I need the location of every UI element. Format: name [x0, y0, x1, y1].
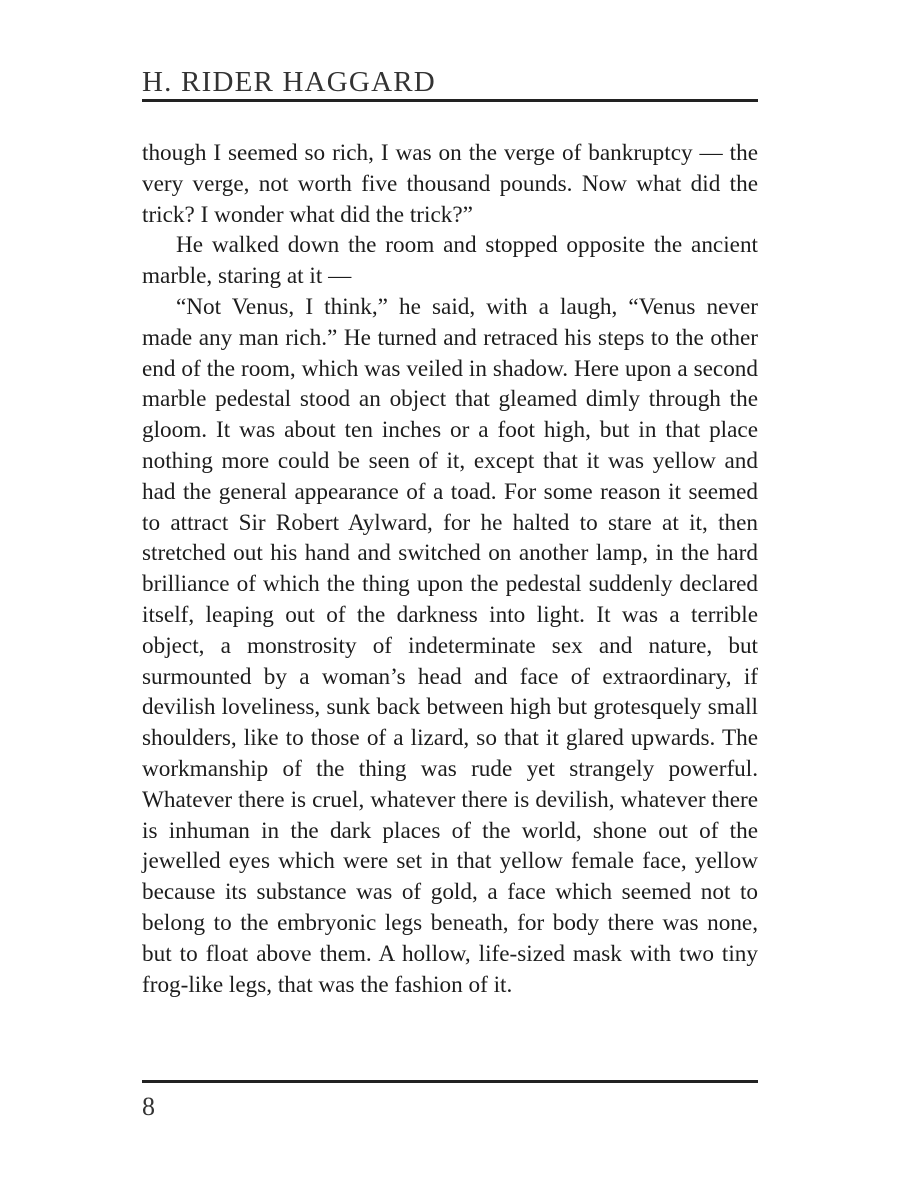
book-page — [142, 0, 758, 1200]
footer-rule — [142, 1080, 758, 1083]
page-number: 8 — [142, 1092, 155, 1121]
header-rule — [142, 99, 758, 102]
paragraph: “Not Venus, I think,” he said, with a laugh, “Venus never made any man rich.” He turned and retraced his steps to the other end of the room, which was veiled in shadow. Here upon a second marble pedestal stood an object that gleamed dimly through the gloom. It was about ten inches or a foot high, but in that place nothing more could be seen of it, except that it was yellow and had the general appearance of a toad. For some reason it seemed to attract Sir Robert Aylward, for he halted to stare at it, then stretched out his hand and switched on another lamp, in the hard brilliance of which the thing upon the pedestal suddenly declared itself, leaping out of the darkness into light. It was a terrible object, a monstrosity of indeterminate sex and nature, but surmounted by a woman’s head and face of extraordinary, if devilish loveliness, sunk back between high but grotesquely small shoulders, like to those of a lizard, so that it glared upwards. The workmanship of the thing was rude yet strangely powerful. Whatever there is cruel, whatever there is devilish, whatever there is inhuman in the dark places of the world, shone out of the jewelled eyes which were set in that yellow female face, yellow because its substance was of gold, a face which seemed not to belong to the embryonic legs beneath, for body there was none, but to float above them. A hollow, life-sized mask with two tiny frog-like legs, that was the fashion of it. — [142, 293, 758, 998]
body-text — [142, 138, 758, 1000]
paragraph-continuation: though I seemed so rich, I was on the verge of bankruptcy — the very verge, not worth five thousand pounds. Now what did the trick? I wonder what did the trick?” — [142, 140, 758, 228]
running-head: H. RIDER HAGGARD — [142, 66, 436, 98]
paragraph: He walked down the room and stopped opposite the ancient marble, staring at it — — [142, 232, 758, 290]
